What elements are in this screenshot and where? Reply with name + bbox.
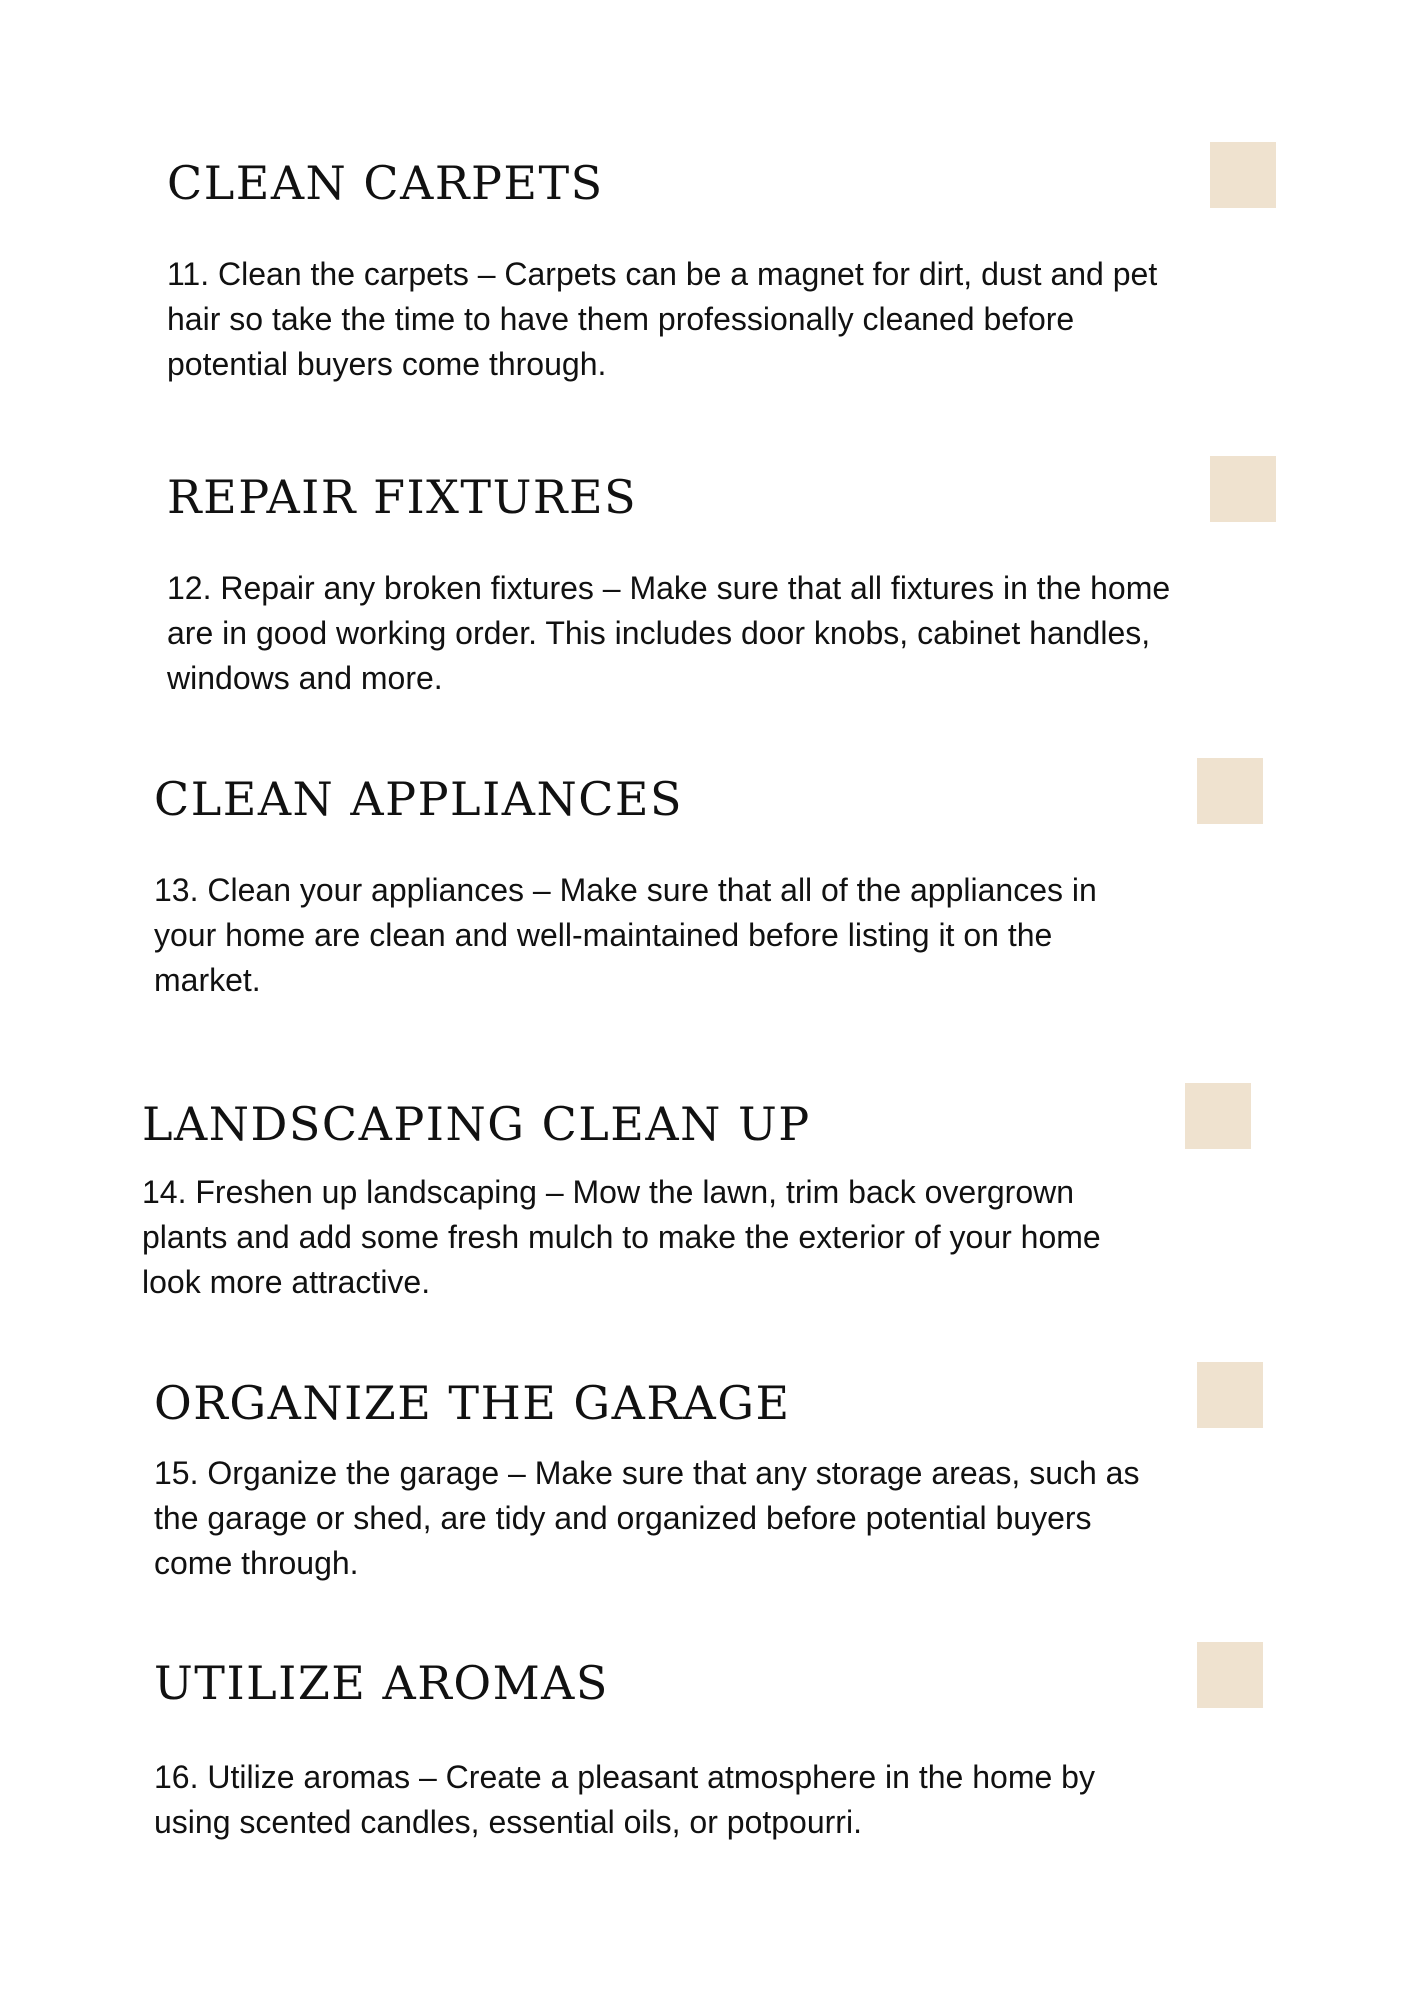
checkbox[interactable]: [1197, 758, 1263, 824]
checkbox[interactable]: [1210, 142, 1276, 208]
checkbox[interactable]: [1197, 1642, 1263, 1708]
item-description: 13. Clean your appliances – Make sure that all of the appliances in your home are clean and well-maintained before listing it on the market.: [154, 872, 1097, 998]
item-description: 16. Utilize aromas – Create a pleasant atmosphere in the home by using scented candles, essential oils, or potpourri.: [154, 1759, 1095, 1840]
checkbox[interactable]: [1185, 1083, 1251, 1149]
item-title: UTILIZE AROMAS: [154, 1656, 609, 1710]
item-description: 12. Repair any broken fixtures – Make sure that all fixtures in the home are in good working order. This includes door knobs, cabinet handles, windows and more.: [167, 570, 1171, 696]
item-title: ORGANIZE THE GARAGE: [154, 1376, 791, 1430]
item-title: CLEAN CARPETS: [167, 156, 604, 210]
checkbox[interactable]: [1210, 456, 1276, 522]
item-title: CLEAN APPLIANCES: [154, 772, 684, 826]
item-title: LANDSCAPING CLEAN UP: [142, 1097, 811, 1151]
item-description: 11. Clean the carpets – Carpets can be a magnet for dirt, dust and pet hair so take the time to have them professionally cleaned before potential buyers come through.: [167, 256, 1158, 382]
item-title: REPAIR FIXTURES: [167, 470, 638, 524]
item-description: 14. Freshen up landscaping – Mow the lawn, trim back overgrown plants and add some fresh mulch to make the exterior of your home look more attractive.: [142, 1174, 1101, 1300]
checkbox[interactable]: [1197, 1362, 1263, 1428]
item-description: 15. Organize the garage – Make sure that any storage areas, such as the garage or shed, are tidy and organized before potential buyers come through.: [154, 1455, 1140, 1581]
